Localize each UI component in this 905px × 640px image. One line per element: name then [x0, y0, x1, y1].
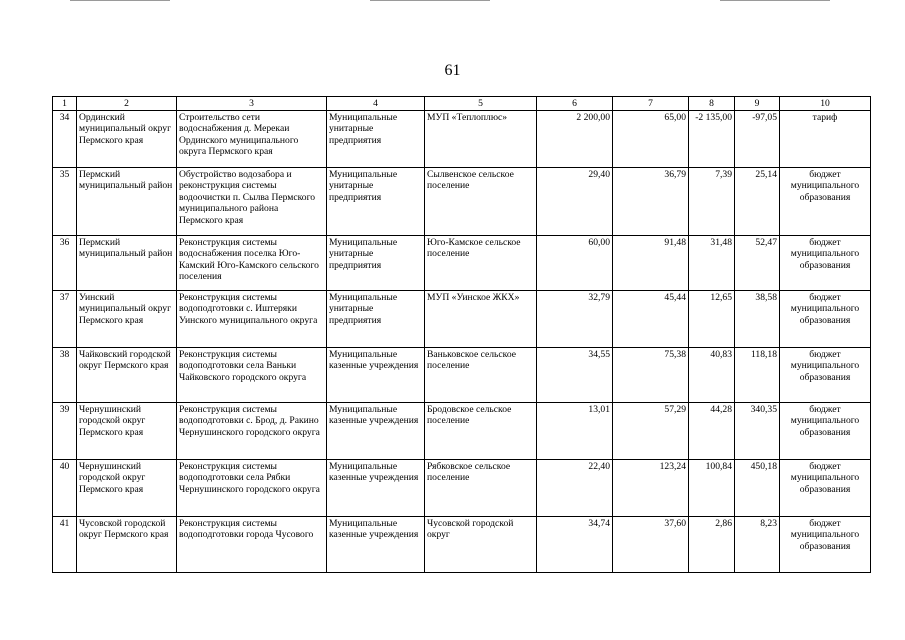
- funding-source-cell: бюджет муниципального образования: [780, 291, 871, 348]
- value-cell: 38,58: [735, 291, 780, 348]
- row-number: 37: [53, 291, 77, 348]
- table-row: [53, 168, 871, 236]
- value-cell: 2,86: [689, 517, 735, 573]
- value-cell: 34,74: [537, 517, 613, 573]
- object-cell: Реконструкция системы водоподготовки с. Иштеряки Уинского муниципального округа: [177, 291, 327, 348]
- org-type-cell: Муниципальные унитарные предприятия: [327, 236, 425, 291]
- table-row: [53, 291, 871, 348]
- territory-cell: Пермский муниципальный район: [77, 236, 177, 291]
- value-cell: 123,24: [613, 460, 689, 517]
- table-row: [53, 111, 871, 168]
- column-header: 6: [537, 97, 613, 111]
- value-cell: 36,79: [613, 168, 689, 236]
- object-cell: Реконструкция системы водоподготовки села Ваньки Чайковского городского округа: [177, 348, 327, 403]
- value-cell: -97,05: [735, 111, 780, 168]
- scan-edge-line: [70, 0, 170, 1]
- value-cell: 7,39: [689, 168, 735, 236]
- column-header: 1: [53, 97, 77, 111]
- value-cell: -2 135,00: [689, 111, 735, 168]
- table-row: [53, 460, 871, 517]
- value-cell: 45,44: [613, 291, 689, 348]
- column-header: 9: [735, 97, 780, 111]
- value-cell: 40,83: [689, 348, 735, 403]
- page-number: 61: [444, 62, 461, 79]
- row-number: 39: [53, 403, 77, 460]
- column-header: 8: [689, 97, 735, 111]
- column-header: 4: [327, 97, 425, 111]
- table-row: [53, 236, 871, 291]
- row-number: 41: [53, 517, 77, 573]
- value-cell: 13,01: [537, 403, 613, 460]
- territory-cell: Чернушинский городской округ Пермского края: [77, 460, 177, 517]
- value-cell: 31,48: [689, 236, 735, 291]
- territory-cell: Уинский муниципальный округ Пермского края: [77, 291, 177, 348]
- territory-cell: Чернушинский городской округ Пермского края: [77, 403, 177, 460]
- value-cell: 118,18: [735, 348, 780, 403]
- column-header: 7: [613, 97, 689, 111]
- column-header: 2: [77, 97, 177, 111]
- value-cell: 29,40: [537, 168, 613, 236]
- row-number: 38: [53, 348, 77, 403]
- funding-source-cell: бюджет муниципального образования: [780, 403, 871, 460]
- territory-cell: Пермский муниципальный район: [77, 168, 177, 236]
- org-type-cell: Муниципальные казенные учреждения: [327, 348, 425, 403]
- scan-edge-line: [720, 0, 830, 1]
- table-row: [53, 517, 871, 573]
- value-cell: 37,60: [613, 517, 689, 573]
- value-cell: 75,38: [613, 348, 689, 403]
- object-cell: Строительство сети водоснабжения д. Мерекаи Ординского муниципального округа Пермского края: [177, 111, 327, 168]
- column-header: 3: [177, 97, 327, 111]
- org-type-cell: Муниципальные унитарные предприятия: [327, 168, 425, 236]
- column-header: 10: [780, 97, 871, 111]
- organization-cell: Сылвенское сельское поселение: [425, 168, 537, 236]
- object-cell: Реконструкция системы водоподготовки села Рябки Чернушинского городского округа: [177, 460, 327, 517]
- row-number: 40: [53, 460, 77, 517]
- value-cell: 44,28: [689, 403, 735, 460]
- funding-source-cell: бюджет муниципального образования: [780, 517, 871, 573]
- object-cell: Обустройство водозабора и реконструкция системы водоочистки п. Сылва Пермского муниципального района Пермского края: [177, 168, 327, 236]
- data-table: [52, 96, 871, 573]
- territory-cell: Чусовской городской округ Пермского края: [77, 517, 177, 573]
- funding-source-cell: бюджет муниципального образования: [780, 236, 871, 291]
- row-number: 36: [53, 236, 77, 291]
- value-cell: 8,23: [735, 517, 780, 573]
- column-header: 5: [425, 97, 537, 111]
- funding-source-cell: бюджет муниципального образования: [780, 460, 871, 517]
- funding-source-cell: бюджет муниципального образования: [780, 348, 871, 403]
- org-type-cell: Муниципальные казенные учреждения: [327, 460, 425, 517]
- organization-cell: МУП «Теплоплюс»: [425, 111, 537, 168]
- organization-cell: Юго-Камское сельское поселение: [425, 236, 537, 291]
- value-cell: 57,29: [613, 403, 689, 460]
- value-cell: 34,55: [537, 348, 613, 403]
- object-cell: Реконструкция системы водоснабжения поселка Юго-Камский Юго-Камского сельского поселения: [177, 236, 327, 291]
- value-cell: 25,14: [735, 168, 780, 236]
- organization-cell: Бродовское сельское поселение: [425, 403, 537, 460]
- organization-cell: Ваньковское сельское поселение: [425, 348, 537, 403]
- funding-source-cell: тариф: [780, 111, 871, 168]
- table-header-row: [53, 97, 871, 111]
- org-type-cell: Муниципальные унитарные предприятия: [327, 111, 425, 168]
- object-cell: Реконструкция системы водоподготовки с. Брод, д. Ракино Чернушинского городского округа: [177, 403, 327, 460]
- table-row: [53, 403, 871, 460]
- value-cell: 22,40: [537, 460, 613, 517]
- org-type-cell: Муниципальные казенные учреждения: [327, 403, 425, 460]
- organization-cell: Чусовской городской округ: [425, 517, 537, 573]
- row-number: 35: [53, 168, 77, 236]
- value-cell: 2 200,00: [537, 111, 613, 168]
- value-cell: 12,65: [689, 291, 735, 348]
- value-cell: 91,48: [613, 236, 689, 291]
- organization-cell: Рябковское сельское поселение: [425, 460, 537, 517]
- value-cell: 100,84: [689, 460, 735, 517]
- row-number: 34: [53, 111, 77, 168]
- value-cell: 340,35: [735, 403, 780, 460]
- object-cell: Реконструкция системы водоподготовки города Чусового: [177, 517, 327, 573]
- org-type-cell: Муниципальные унитарные предприятия: [327, 291, 425, 348]
- value-cell: 450,18: [735, 460, 780, 517]
- org-type-cell: Муниципальные казенные учреждения: [327, 517, 425, 573]
- territory-cell: Чайковский городской округ Пермского края: [77, 348, 177, 403]
- value-cell: 60,00: [537, 236, 613, 291]
- value-cell: 65,00: [613, 111, 689, 168]
- scan-edge-line: [370, 0, 490, 1]
- territory-cell: Ординский муниципальный округ Пермского края: [77, 111, 177, 168]
- funding-source-cell: бюджет муниципального образования: [780, 168, 871, 236]
- table-row: [53, 348, 871, 403]
- value-cell: 52,47: [735, 236, 780, 291]
- value-cell: 32,79: [537, 291, 613, 348]
- organization-cell: МУП «Уинское ЖКХ»: [425, 291, 537, 348]
